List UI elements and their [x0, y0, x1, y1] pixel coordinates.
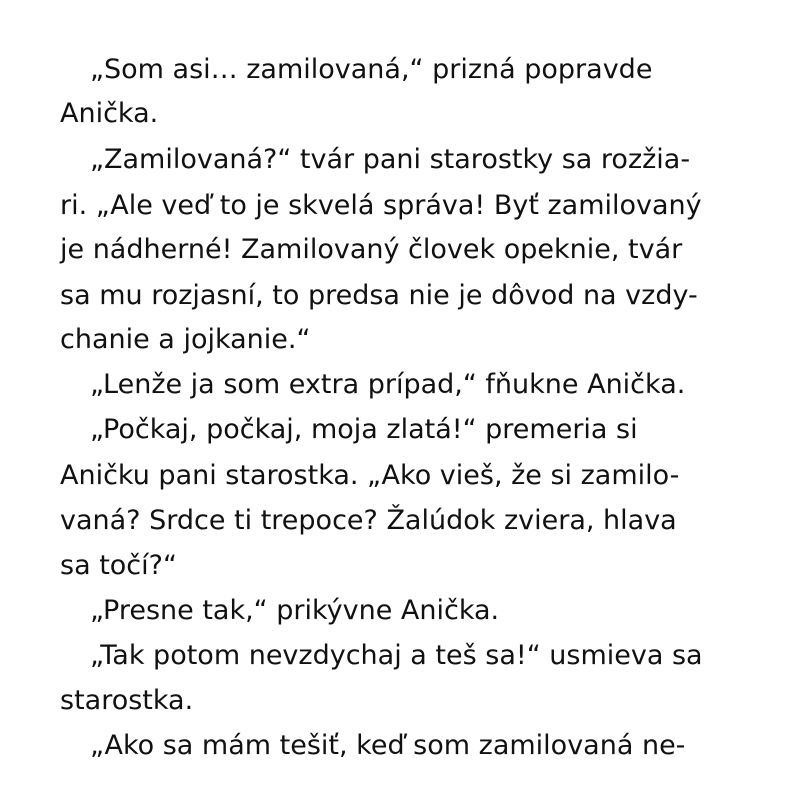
text-line: je nádherné! Zamilovaný človek opeknie, tvár: [60, 234, 683, 265]
text-line: starostka.: [60, 685, 194, 716]
text-line: Anička.: [60, 98, 159, 129]
text-line: „Tak potom nevzdychaj a teš sa!“ usmieva sa: [90, 640, 703, 671]
text-line: „Lenže ja som extra prípad,“ fňukne Anička.: [90, 369, 686, 400]
text-line: sa mu rozjasní, to predsa nie je dôvod na vzdy-: [60, 280, 698, 311]
text-line: „Zamilovaná?“ tvár pani starostky sa rozžia-: [90, 144, 691, 175]
text-line: Aničku pani starostka. „Ako vieš, že si zamilo-: [60, 460, 680, 491]
text-line: „Som asi… zamilovaná,“ prizná popravde: [90, 54, 653, 85]
text-line: chanie a jojkanie.“: [60, 324, 311, 355]
text-line: sa točí?“: [60, 550, 177, 581]
text-line: „Počkaj, počkaj, moja zlatá!“ premeria si: [90, 414, 638, 445]
text-line: „Ako sa mám tešiť, keď som zamilovaná ne-: [90, 730, 686, 761]
text-line: „Presne tak,“ prikývne Anička.: [90, 595, 500, 626]
text-line: vaná? Srdce ti trepoce? Žalúdok zviera, hlava: [60, 505, 677, 536]
text-line: ri. „Ale veď to je skvelá správa! Byť zamilovaný: [60, 190, 702, 221]
